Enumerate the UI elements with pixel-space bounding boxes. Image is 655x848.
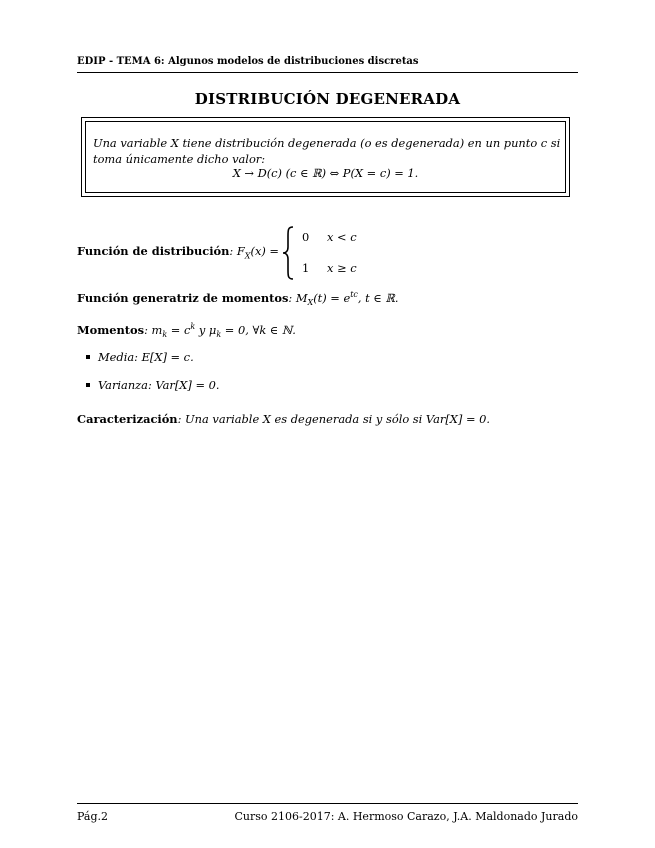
case1-condition: x < c	[327, 230, 357, 244]
page-title: DISTRIBUCIÓN DEGENERADA	[194, 90, 461, 108]
moments-text1: : m	[144, 322, 163, 337]
distribution-function-label: Función de distribución	[77, 244, 230, 258]
characterization-line	[77, 412, 490, 426]
definition-box	[81, 117, 570, 197]
mgf-superscript: tc	[350, 290, 358, 299]
definition-box-inner-border	[85, 121, 566, 193]
mgf-line	[77, 290, 399, 307]
running-header: EDIP - TEMA 6: Algunos modelos de distribuciones discretas	[77, 56, 419, 67]
distribution-function-args: (x) =	[250, 244, 279, 258]
moments-sub1: k	[162, 330, 168, 340]
mgf-tail: , t ∈ ℝ.	[357, 290, 399, 305]
varianza-expr: Var[X] = 0.	[151, 378, 220, 392]
mgf-prefix: : M	[288, 290, 308, 305]
distribution-function-lead	[77, 244, 279, 260]
characterization-text: : Una variable X es degenerada si y sólo si Var[X] = 0.	[177, 412, 490, 426]
distribution-function-symbol: : F	[229, 244, 245, 258]
left-brace-icon	[282, 226, 296, 280]
distribution-function	[77, 226, 477, 280]
header-rule	[77, 72, 578, 73]
media-expr: E[X] = c.	[137, 350, 194, 364]
footer-credits: Curso 2106-2017: A. Hermoso Carazo, J.A. Maldonado Jurado	[234, 810, 578, 823]
moments-line	[77, 322, 296, 339]
mgf-subscript: X	[307, 298, 314, 308]
moments-sub3: k	[216, 330, 222, 340]
characterization-label: Caracterización	[77, 412, 178, 426]
definition-text: Una variable X tiene distribución degenerada (o es degenerada) en un punto c si toma únicamente dicho valor:	[93, 136, 561, 166]
moments-text2: = c	[167, 322, 191, 337]
mgf-mid: (t) = e	[313, 290, 351, 305]
bullet-square-icon	[86, 355, 90, 359]
mgf-label: Función generatriz de momentos	[77, 290, 289, 305]
case2-condition: x ≥ c	[327, 261, 357, 275]
footer-rule	[77, 803, 578, 804]
list-item-varianza	[86, 378, 220, 392]
moments-sup2: k	[190, 322, 196, 331]
distribution-function-subscript: X	[244, 251, 251, 261]
media-name: Media:	[98, 350, 138, 364]
moments-text3: y μ	[195, 322, 217, 337]
moments-text4: = 0, ∀k ∈ ℕ.	[221, 322, 296, 337]
definition-formula-text: X → D(c) (c ∈ ℝ) ⇔ P(X = c) = 1.	[232, 166, 419, 180]
page-number: Pág.2	[77, 810, 109, 823]
moments-label: Momentos	[77, 322, 145, 337]
list-item-media	[86, 350, 194, 364]
case1-value: 0	[302, 230, 310, 244]
case2-value: 1	[302, 261, 310, 275]
definition-formula	[86, 166, 565, 180]
varianza-name: Varianza:	[98, 378, 152, 392]
bullet-square-icon	[86, 383, 90, 387]
